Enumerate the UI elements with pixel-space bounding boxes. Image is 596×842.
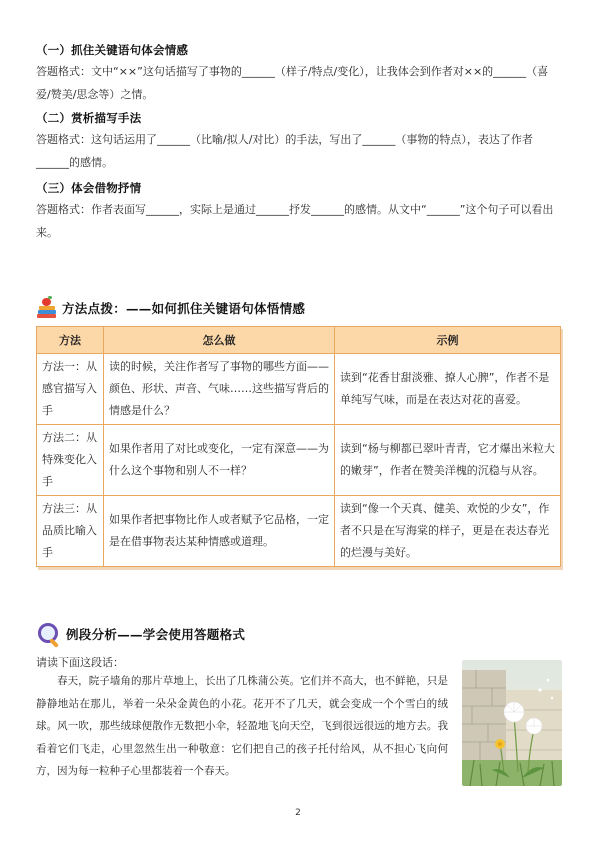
methods-table xyxy=(36,326,561,567)
example-cell: 读到“花香甘甜淡雅、撩人心脾”，作者不是单纯写气味，而是在表达对花的喜爱。 xyxy=(335,354,561,425)
section1-heading: （一）抓住关键语句体会情感 xyxy=(36,43,189,57)
page-number: 2 xyxy=(295,808,301,818)
example-section-header xyxy=(36,622,245,646)
table-row xyxy=(37,496,561,567)
table-header-cell: 示例 xyxy=(335,327,561,354)
example-prompt: 请读下面这段话： xyxy=(36,656,124,669)
section2-text: 答题格式：这句话运用了______（比喻/拟人/对比）的手法，写出了______（事物的特点），表达了作者______的感情。 xyxy=(36,133,533,169)
section3-heading: （三）体会借物抒情 xyxy=(36,181,142,195)
section1-text: 答题格式：文中“××”这句话描写了事物的______（样子/特点/变化），让我体会到作者对××的______（喜爱/赞美/思念等）之情。 xyxy=(36,65,549,101)
example-passage xyxy=(36,670,448,783)
section3-body xyxy=(36,198,562,244)
passage-text: 春天，院子墙角的那片草地上，长出了几株蒲公英。它们并不高大，也不鲜艳，只是静静地站在那儿，举着一朵朵金黄色的小花。花开不了几天，就会变成一个个雪白的绒球。风一吹，那些绒球便散作无数把小伞，轻盈地飞向天空，飞到很远很远的地方去。我看着它们飞走，心里忽然生出一种敬意：它们把自己的孩子托付给风，从不担心飞向何方，因为每一粒种子心里都装着一个春天。 xyxy=(36,675,448,777)
books-apple-icon xyxy=(36,296,58,320)
section2-heading: （二）赏析描写手法 xyxy=(36,111,142,125)
section3-text: 答题格式：作者表面写______，实际上是通过______抒发______的感情。从文中“______”这个句子可以看出来。 xyxy=(36,203,554,239)
magnifier-icon xyxy=(36,621,62,647)
section2-body xyxy=(36,128,562,174)
method-cell: 方法一：从感官描写入手 xyxy=(37,354,104,425)
table-header-row xyxy=(37,327,561,354)
table-header-cell: 方法 xyxy=(37,327,104,354)
section1-body xyxy=(36,60,562,106)
example-section-title: 例段分析——学会使用答题格式 xyxy=(66,627,246,642)
method-cell: 方法二：从特殊变化入手 xyxy=(37,425,104,496)
table-header-cell: 怎么做 xyxy=(104,327,335,354)
dandelion-illustration xyxy=(462,660,562,786)
how-cell: 读的时候，关注作者写了事物的哪些方面——颜色、形状、声音、气味……这些描写背后的情感是什么？ xyxy=(104,354,335,425)
dandelion-image xyxy=(462,660,562,786)
method-section-title: 方法点拨：——如何抓住关键语句体悟情感 xyxy=(62,301,306,316)
table-row xyxy=(37,425,561,496)
how-cell: 如果作者用了对比或变化，一定有深意——为什么这个事物和别人不一样？ xyxy=(104,425,335,496)
table-row xyxy=(37,354,561,425)
example-cell: 读到“杨与柳都已翠叶青青，它才爆出米粒大的嫩芽”，作者在赞美洋槐的沉稳与从容。 xyxy=(335,425,561,496)
how-cell: 如果作者把事物比作人或者赋予它品格，一定是在借事物表达某种情感或道理。 xyxy=(104,496,335,567)
method-section-header xyxy=(36,296,305,320)
example-cell: 读到“像一个天真、健美、欢悦的少女”，作者不只是在写海棠的样子，更是在表达春光的烂漫与美好。 xyxy=(335,496,561,567)
method-cell: 方法三：从品质比喻入手 xyxy=(37,496,104,567)
